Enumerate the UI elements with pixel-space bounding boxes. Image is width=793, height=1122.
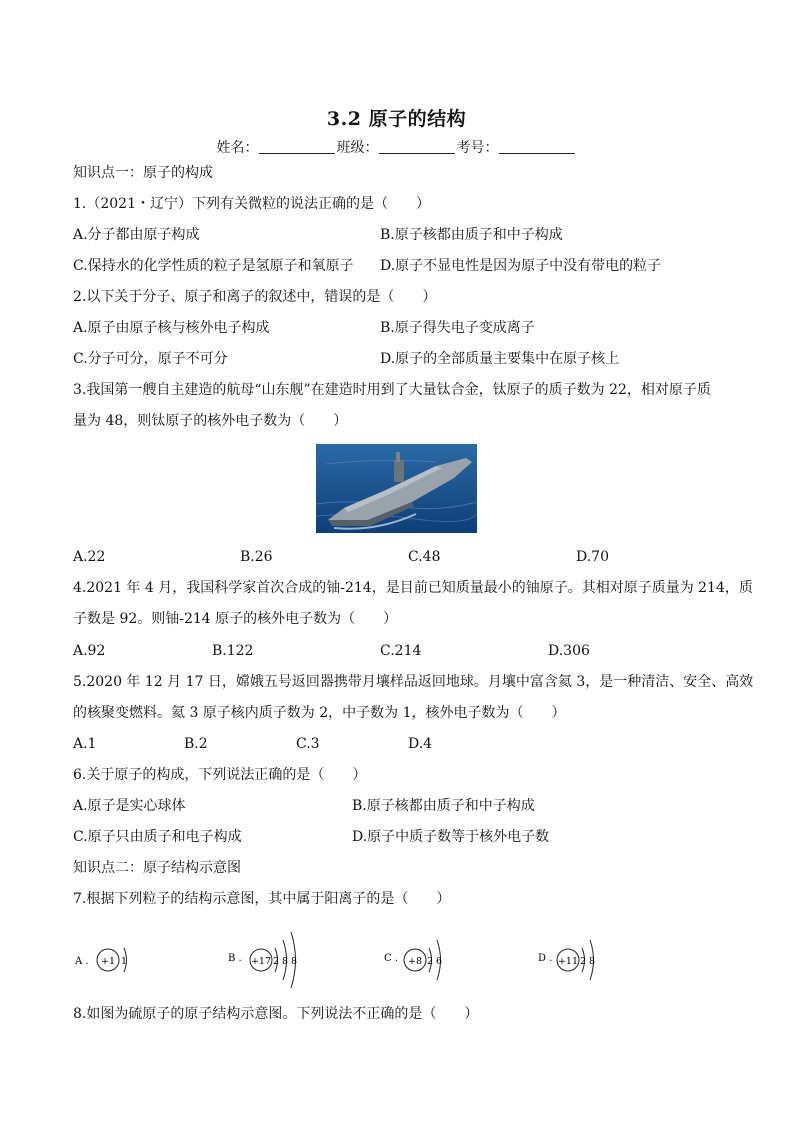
section-heading-2: 知识点二：原子结构示意图 (73, 860, 241, 876)
atom-d-label: D . (538, 953, 553, 964)
atom-diagram-a (73, 924, 143, 994)
question-6-option-c: C.原子只由质子和电子构成 (73, 829, 242, 845)
question-1-option-c: C.保持水的化学性质的粒子是氢原子和氧原子 (73, 258, 354, 274)
question-2-option-a: A.原子由原子核与核外电子构成 (73, 320, 270, 336)
class-label: 班级： (336, 140, 379, 156)
question-2-option-c: C.分子可分，原子不可分 (73, 351, 228, 367)
atom-d-shell-1-count: 2 (579, 956, 587, 967)
question-6-option-a: A.原子是实心球体 (73, 798, 186, 814)
class-blank[interactable] (379, 139, 455, 154)
name-blank[interactable] (259, 139, 335, 154)
question-5-stem-line-1: 5.2020 年 12 月 17 日，嫦娥五号返回器携带月壤样品返回地球。月壤中富含氦 3，是一种清洁、安全、高效 (73, 674, 754, 690)
atom-a-nucleus-charge: +1 (100, 956, 116, 967)
question-3-stem-line-1: 3.我国第一艘自主建造的航母“山东舰”在建造时用到了大量钛合金，钛原子的质子数为 22，相对原子质 (73, 382, 711, 398)
atom-c-shell-1-count: 2 (426, 956, 434, 967)
atom-d-shell-2-count: 8 (588, 956, 596, 967)
question-3-option-b: B.26 (240, 549, 273, 565)
question-1-option-a: A.分子都由原子构成 (73, 227, 200, 243)
question-5-option-a: A.1 (73, 736, 97, 752)
question-8-stem: 8.如图为硫原子的原子结构示意图。下列说法不正确的是（ ） (73, 1006, 479, 1022)
question-6-stem: 6.关于原子的构成，下列说法正确的是（ ） (73, 767, 367, 783)
question-5-option-d: D.4 (408, 736, 433, 752)
question-2-option-d: D.原子的全部质量主要集中在原子核上 (380, 351, 620, 367)
atom-diagram-c (382, 924, 454, 994)
atom-b-shell-1-count: 2 (272, 956, 280, 967)
question-5-option-b: B.2 (184, 736, 208, 752)
question-1-option-b: B.原子核都由质子和中子构成 (380, 227, 563, 243)
question-4-option-d: D.306 (548, 643, 590, 659)
atom-b-nucleus-charge: +17 (250, 956, 272, 967)
question-4-stem-line-2: 子数是 92。则铀-214 原子的核外电子数为（ ） (73, 611, 398, 627)
atom-b-shell-2-count: 8 (281, 956, 289, 967)
question-3-option-a: A.22 (73, 549, 106, 565)
question-3-option-c: C.48 (408, 549, 441, 565)
atom-a-label: A . (75, 956, 89, 967)
exam-number-label: 考号： (456, 140, 499, 156)
student-info-line (0, 137, 793, 157)
question-1-stem: 1.（2021・辽宁）下列有关微粒的说法正确的是（ ） (73, 196, 430, 212)
question-3-option-d: D.70 (576, 549, 609, 565)
page-title: 3.2 原子的结构 (326, 108, 467, 130)
question-4-option-b: B.122 (212, 643, 254, 659)
question-2-option-b: B.原子得失电子变成离子 (380, 320, 535, 336)
aircraft-carrier-image (316, 444, 477, 533)
question-4-option-a: A.92 (73, 643, 106, 659)
atom-b-label: B . (228, 953, 242, 964)
question-6-option-b: B.原子核都由质子和中子构成 (352, 798, 535, 814)
question-2-stem: 2.以下关于分子、原子和离子的叙述中，错误的是（ ） (73, 289, 437, 305)
question-4-option-c: C.214 (380, 643, 422, 659)
atom-c-nucleus-charge: +8 (407, 956, 423, 967)
exam-number-blank[interactable] (499, 139, 575, 154)
atom-diagram-d (536, 924, 608, 994)
question-3-stem-line-2: 量为 48，则钛原子的核外电子数为（ ） (73, 413, 348, 429)
atom-a-shell-1-count: 1 (120, 956, 128, 967)
atom-d-nucleus-charge: +11 (557, 956, 579, 967)
question-4-stem-line-1: 4.2021 年 4 月，我国科学家首次合成的铀-214，是目前已知质量最小的铀原子。其相对原子质量为 214，质 (73, 580, 753, 596)
question-6-option-d: D.原子中质子数等于核外电子数 (352, 829, 550, 845)
question-1-option-d: D.原子不显电性是因为原子中没有带电的粒子 (380, 258, 662, 274)
atom-c-shell-2-count: 6 (435, 956, 443, 967)
question-5-stem-line-2: 的核聚变燃料。氦 3 原子核内质子数为 2，中子数为 1，核外电子数为（ ） (73, 705, 566, 721)
question-5-option-c: C.3 (296, 736, 320, 752)
question-7-stem: 7.根据下列粒子的结构示意图，其中属于阳离子的是（ ） (73, 891, 451, 907)
atom-diagram-b (226, 924, 306, 994)
name-label: 姓名： (216, 140, 259, 156)
section-heading-1: 知识点一：原子的构成 (73, 165, 213, 181)
atom-c-label: C . (384, 953, 399, 964)
atom-b-shell-3-count: 8 (290, 956, 298, 967)
